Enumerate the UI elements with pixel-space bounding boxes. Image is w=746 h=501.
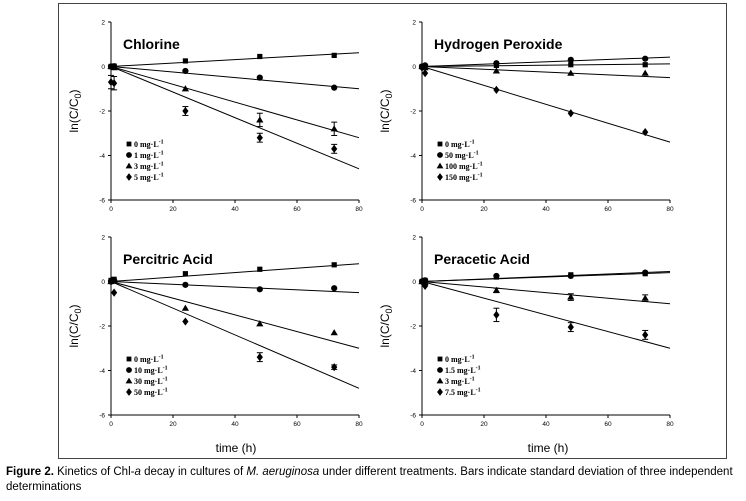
fit-line [422,273,670,282]
data-point [182,68,188,74]
legend-marker [438,142,443,147]
panel-0 [67,20,363,214]
x-tick-label: 60 [293,421,301,428]
data-point [331,363,337,371]
data-point [642,70,649,76]
x-tick-label: 80 [666,421,674,428]
legend-marker [126,152,132,158]
panel-2 [67,235,363,429]
x-tick-label: 20 [169,421,177,428]
caption-species: M. aeruginosa [246,466,320,478]
legend-label: 10 $mg\cdot L^{-1}$ [134,365,168,375]
x-tick-label: 80 [355,421,363,428]
y-tick-label: 0 [101,279,105,286]
data-point [182,305,189,311]
data-point [332,53,337,58]
fit-line [111,282,359,349]
data-point [493,311,499,319]
panel-1 [378,20,674,214]
legend-marker [437,173,443,181]
x-tick-label: 0 [420,421,424,428]
caption-chl-a: a [134,466,141,478]
data-point [568,323,574,331]
data-point [182,282,188,288]
y-axis-label: $\ln(C/C_0)$ [67,89,83,133]
data-point [642,331,648,339]
legend-marker [438,357,443,362]
x-tick-label: 60 [293,206,301,213]
y-tick-label: -2 [99,323,105,331]
x-tick-label: 40 [231,206,239,213]
data-point [257,353,263,361]
fit-line [111,282,359,293]
caption-text-1: Kinetics of Chl- [53,466,135,478]
data-point [111,289,117,297]
data-point [331,329,338,335]
data-point [332,262,337,267]
fit-line [422,282,670,349]
data-point [493,60,499,66]
fit-line [422,67,670,143]
legend-label: 3 $mg\cdot L^{-1}$ [445,376,475,386]
x-tick-label: 0 [420,206,424,213]
fit-line [111,53,359,67]
data-point [493,86,499,94]
figure-caption [6,465,742,495]
x-tick-label: 20 [169,206,177,213]
y-tick-label: -6 [410,412,416,420]
y-tick-label: 2 [412,234,416,242]
legend-label: 50 $mg\cdot L^{-1}$ [134,387,168,397]
x-tick-label: 60 [604,206,612,213]
x-tick-label: 40 [542,421,550,428]
legend-label: 1 $mg\cdot L^{-1}$ [134,150,164,160]
data-point [183,58,188,63]
legend-marker [437,367,443,373]
data-point [256,116,263,122]
legend-marker [126,163,133,169]
panel-title: Chlorine [123,36,180,52]
data-point [331,285,337,291]
y-tick-label: -4 [99,153,105,160]
fit-line [422,67,670,78]
data-point [642,56,648,62]
y-tick-label: -4 [99,368,105,375]
legend-label: 50 $mg\cdot L^{-1}$ [445,150,479,160]
data-point [257,134,263,142]
data-point [568,57,574,63]
x-tick-label: 0 [109,421,113,428]
y-tick-label: 2 [101,234,105,242]
legend-marker [126,378,133,384]
panel-3 [378,235,674,429]
caption-text-3: under different treatments. Bars indicate standard deviation of three independent determinations [6,466,733,493]
legend-marker [126,367,132,373]
data-point [493,273,499,279]
caption-text-2: decay in cultures of [140,466,247,478]
y-axis-label: $\ln(C/C_0)$ [378,89,394,133]
panel-title: Hydrogen Peroxide [434,36,563,52]
legend-label: 30 $mg\cdot L^{-1}$ [134,376,168,386]
legend-label: 1.5 $mg\cdot L^{-1}$ [445,365,481,375]
data-point [257,286,263,292]
x-tick-label: 20 [480,206,488,213]
x-tick-label: 0 [109,206,113,213]
data-point [257,267,262,272]
legend-marker [127,357,132,362]
data-point [331,85,337,91]
y-axis-label: $\ln(C/C_0)$ [378,304,394,348]
caption-label: Figure 2. [6,466,54,478]
data-point [331,145,337,153]
y-tick-label: 2 [412,19,416,27]
legend-label: 3 $mg\cdot L^{-1}$ [134,161,164,171]
x-tick-label: 40 [231,421,239,428]
y-tick-label: -6 [99,412,105,420]
data-point [568,273,574,279]
x-tick-label: 60 [604,421,612,428]
legend-label: 150 $mg\cdot L^{-1}$ [445,172,483,182]
y-tick-label: 0 [101,64,105,71]
data-point [643,62,648,67]
panel-title: Percitric Acid [123,251,213,267]
y-tick-label: -4 [410,153,416,160]
legend-marker [437,152,443,158]
legend-marker [437,378,444,384]
x-tick-label: 20 [480,421,488,428]
y-tick-label: 0 [412,64,416,71]
data-point [568,109,574,117]
series-square [419,62,670,149]
legend-label: 5 $mg\cdot L^{-1}$ [134,172,164,182]
x-tick-label: 80 [355,206,363,213]
legend-label: 0 $mg\cdot L^{-1}$ [134,354,164,364]
legend-marker [127,142,132,147]
legend-label: 0 $mg\cdot L^{-1}$ [445,139,475,149]
x-tick-label: 40 [542,206,550,213]
y-tick-label: -4 [410,368,416,375]
data-point [257,75,263,81]
legend-marker [126,173,132,181]
panel-title: Peracetic Acid [434,251,530,267]
data-point [183,271,188,276]
x-axis-label-left: time (h) [215,441,257,455]
series-square [108,53,359,149]
y-tick-label: -6 [99,197,105,205]
legend-label: 0 $mg\cdot L^{-1}$ [445,354,475,364]
legend-marker [437,388,443,396]
legend-marker [437,163,444,169]
y-tick-label: 2 [101,19,105,27]
data-point [257,54,262,59]
y-tick-label: -2 [410,323,416,331]
data-point [331,125,338,131]
y-tick-label: 0 [412,279,416,286]
y-tick-label: -2 [99,108,105,116]
series-square [108,262,359,364]
legend-label: 7.5 $mg\cdot L^{-1}$ [445,387,481,397]
data-point [182,317,188,325]
x-axis-label-right: time (h) [527,441,569,455]
x-tick-label: 80 [666,206,674,213]
legend-label: 0 $mg\cdot L^{-1}$ [134,139,164,149]
legend-marker [126,388,132,396]
fit-line [422,282,670,304]
y-tick-label: -6 [410,197,416,205]
legend-label: 100 $mg\cdot L^{-1}$ [445,161,483,171]
data-point [182,107,188,115]
data-point [642,270,648,276]
y-axis-label: $\ln(C/C_0)$ [67,304,83,348]
y-tick-label: -2 [410,108,416,116]
data-point [642,295,649,301]
